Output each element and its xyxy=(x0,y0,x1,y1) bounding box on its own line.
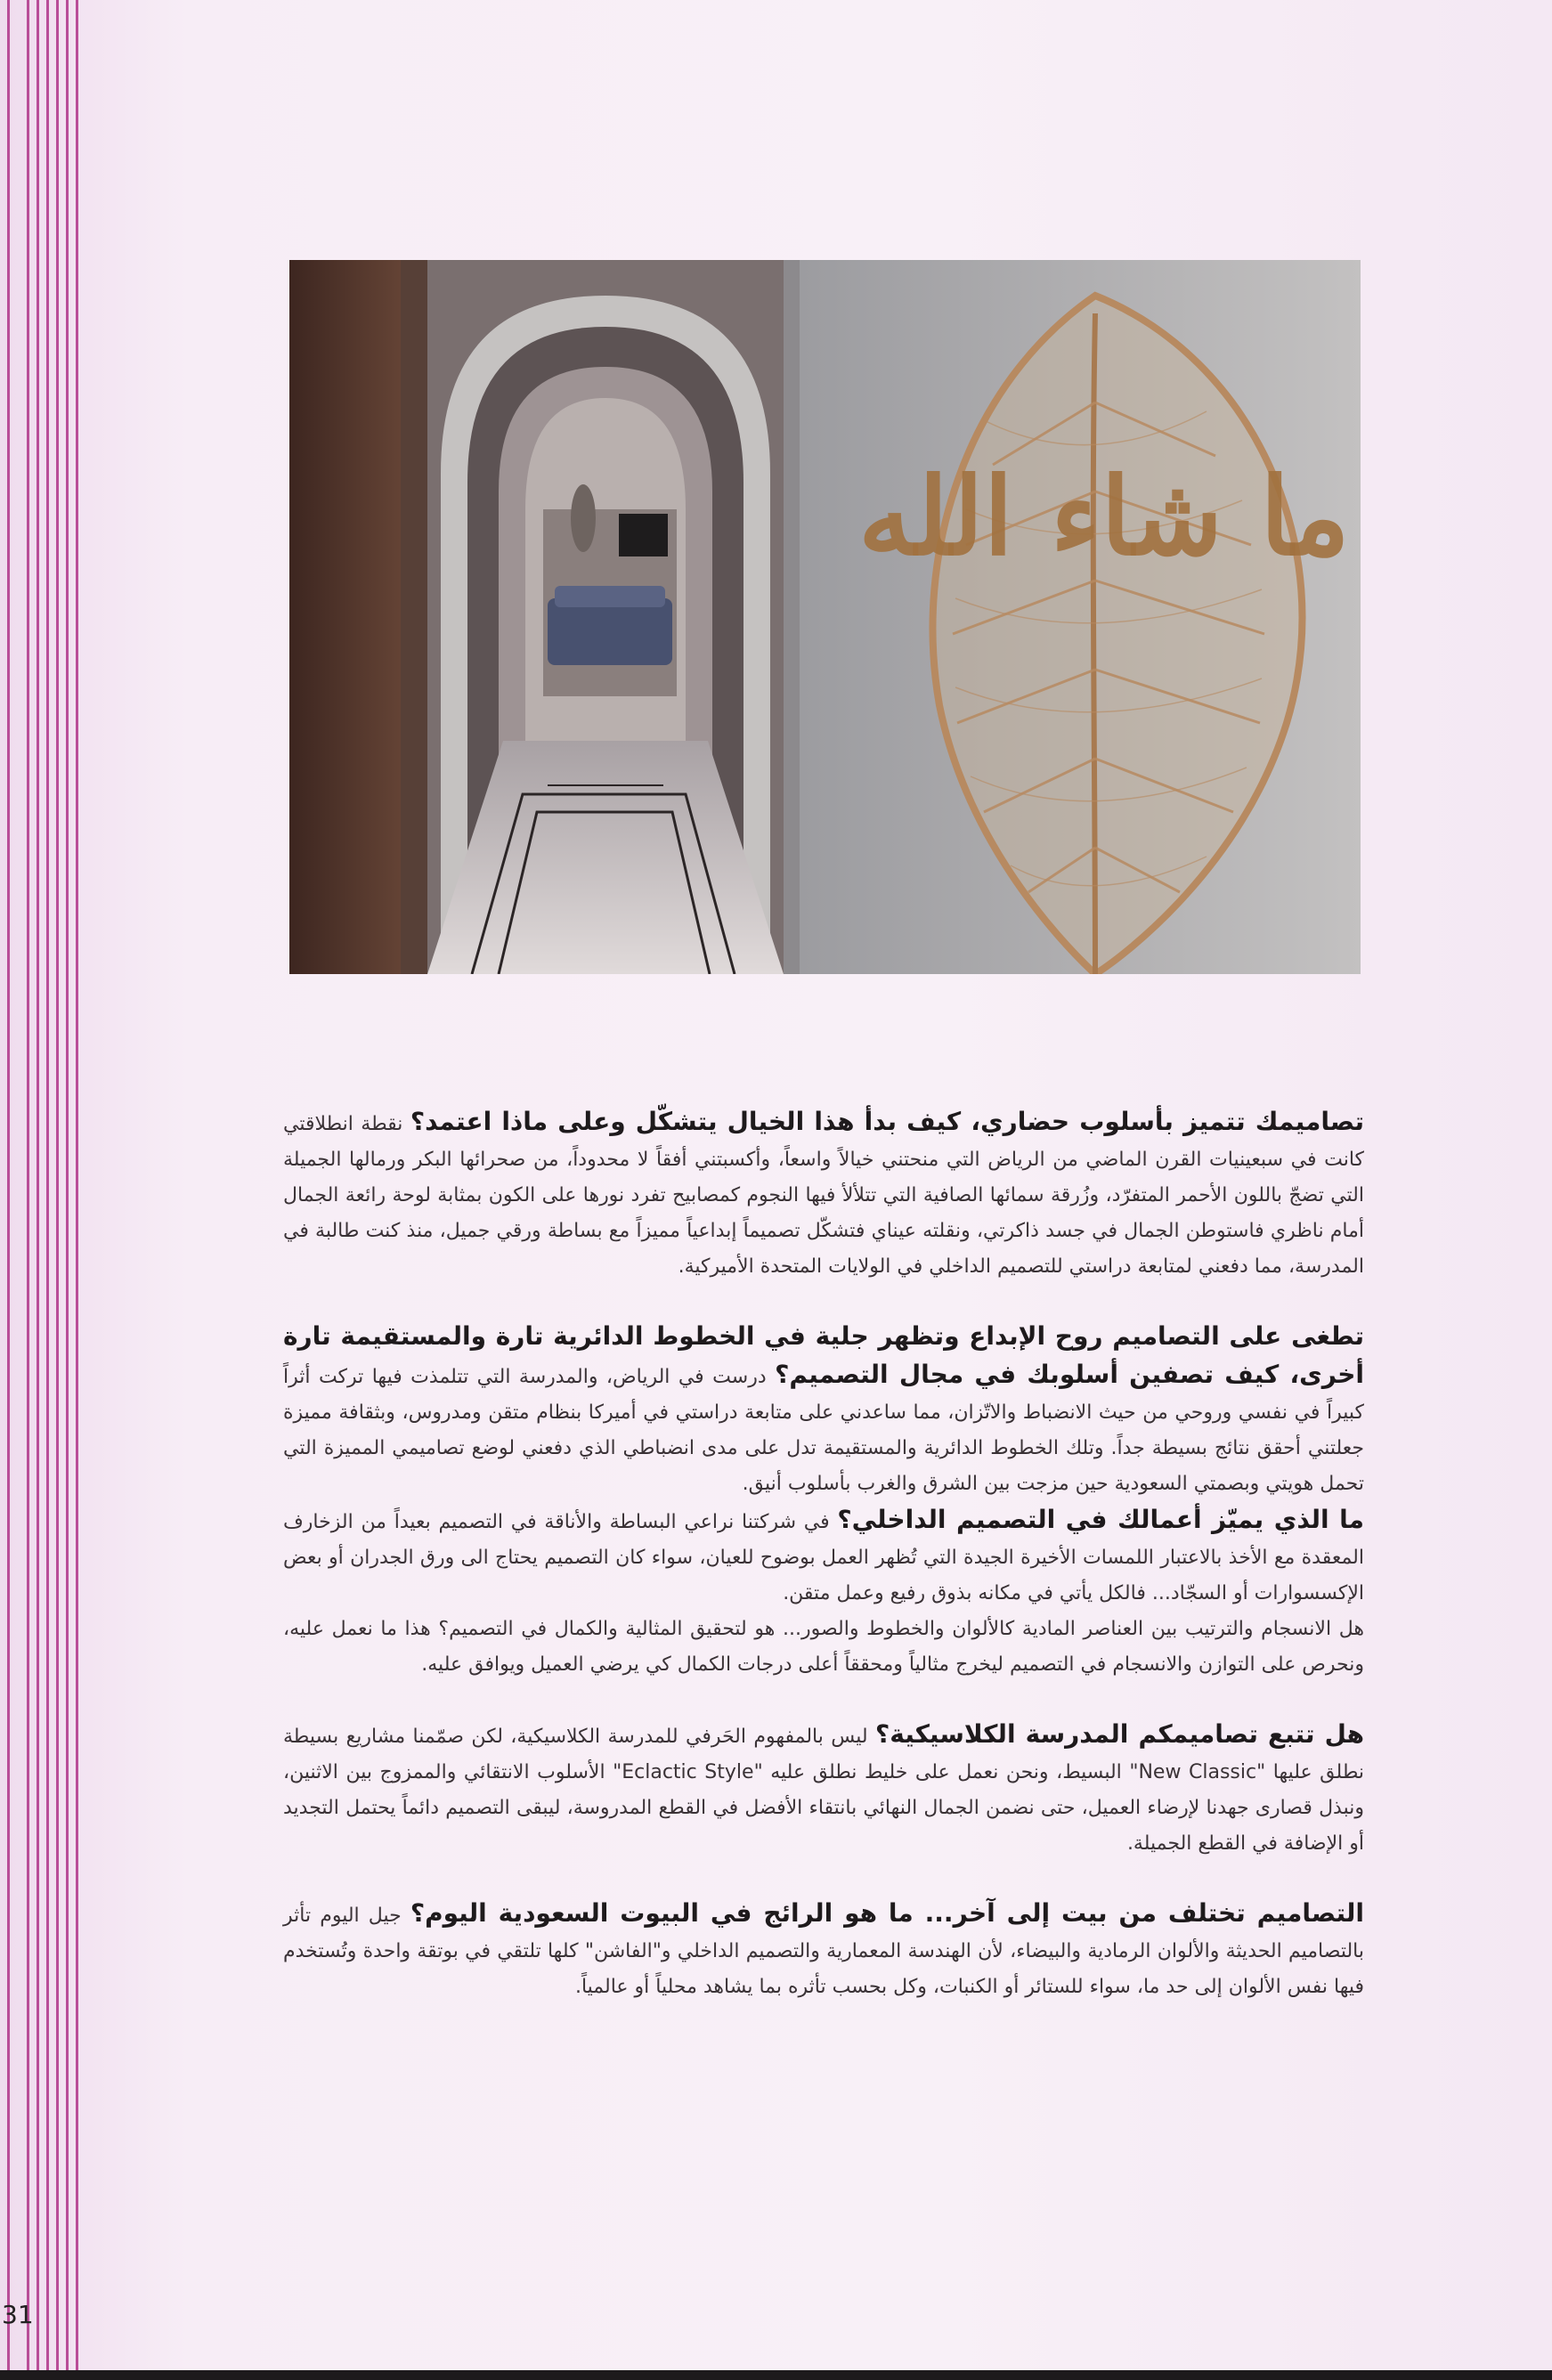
paragraph-2 xyxy=(283,1319,1364,1502)
stripe xyxy=(27,0,29,2380)
stripe xyxy=(56,0,59,2380)
stripe xyxy=(66,0,69,2380)
paragraph-4 xyxy=(283,1717,1364,1862)
page-number: 31 xyxy=(2,2300,34,2329)
stripe xyxy=(37,0,39,2380)
question-1: تصاميمك تتميز بأسلوب حضاري، كيف بدأ هذا الخيال يتشكّل وعلى ماذا اعتمد؟ xyxy=(410,1107,1364,1136)
paragraph-3 xyxy=(283,1502,1364,1612)
article-body xyxy=(283,1104,1364,2005)
bottom-rule xyxy=(0,2370,1552,2380)
decorative-stripes xyxy=(0,0,89,2380)
question-5: التصاميم تختلف من بيت إلى آخر... ما هو الرائج في البيوت السعودية اليوم؟ xyxy=(410,1898,1364,1928)
answer-5: جيل اليوم تأثر بالتصاميم الحديثة والألوان الرمادية والبيضاء، لأن الهندسة المعمارية والتصميم الداخلي و"الفاشن" كلها تلتقي في بوتقة واحدة وتُستخدم فيها نفس الألوان إلى حد ما، سواء للستائر أو الكنبات، وكل بحسب تأثره بما يشاهد محلياً أو عالمياً. xyxy=(283,1905,1364,1998)
calligraphy-text: ما شاء الله xyxy=(858,454,1350,580)
interior-photo xyxy=(289,260,1361,974)
answer-1: نقطة انطلاقتي كانت في سبعينيات القرن الماضي من الرياض التي منحتني خيالاً واسعاً، وأكسبتني أفقاً لا محدوداً، من صحرائها البكر ورمالها الجميلة التي تضجّ باللون الأحمر المتفرّد، وزُرقة سمائها الصافية التي تتلألأ فيها النجوم كمصابيح تفرد نورها على الكون بمثابة لوحة رائعة الجمال أمام ناظري فاستوطن الجمال في جسد ذاكرتي، ونقلته عيناي فتشكّل تصميماً إبداعياً مميزاً مع بساطة ورقي جميل، منذ كنت طالبة في المدرسة، مما دفعني لمتابعة دراستي للتصميم الداخلي في الولايات المتحدة الأميركية. xyxy=(283,1113,1364,1278)
stripe xyxy=(7,0,10,2380)
answer-3: في شركتنا نراعي البساطة والأناقة في التصميم بعيداً من الزخارف المعقدة مع الأخذ بالاعتبار اللمسات الأخيرة الجيدة التي تُظهر العمل بوضوح للعيان، سواء كان التصميم يحتاج الى ورق الجدران أو بعض الإكسسوارات أو السجّاد... فالكل يأتي في مكانه بذوق رفيع وعمل متقن. xyxy=(283,1511,1364,1604)
answer-4: ليس بالمفهوم الحَرفي للمدرسة الكلاسيكية، لكن صمّمنا مشاريع بسيطة نطلق عليها "New Classic" البسيط، ونحن نعمل على خليط نطلق عليه "Eclactic Style" الأسلوب الانتقائي والممزوج بين الاثنين، ونبذل قصارى جهدنا لإرضاء العميل، حتى نضمن الجمال النهائي بانتقاء الأفضل في القطع المدروسة، ليبقى التصميم دائماً يحتمل التجديد أو الإضافة في القطع الجميلة. xyxy=(283,1726,1364,1855)
question-2: تطغى على التصاميم روح الإبداع وتظهر جلية في الخطوط الدائرية تارة والمستقيمة تارة أخرى، كيف تصفين أسلوبك في مجال التصميم؟ xyxy=(283,1321,1365,1389)
question-3: ما الذي يميّز أعمالك في التصميم الداخلي؟ xyxy=(837,1505,1364,1534)
stripe xyxy=(46,0,49,2380)
answer-2: درست في الرياض، والمدرسة التي تتلمذت فيها تركت أثراً كبيراً في نفسي وروحي من حيث الانضباط والاتّزان، مما ساعدني على متابعة دراستي في أميركا بنظام متقن ومدروس، وبثقافة مميزة جعلتني أحقق نتائج بسيطة جداً. وتلك الخطوط الدائرية والمستقيمة تدل على مدى انضباطي الذي دفعني لوضع تصاميمي المميزة التي تحمل هويتي وبصمتي السعودية حين مزجت بين الشرق والغرب بأسلوب أنيق. xyxy=(283,1366,1364,1495)
paragraph-5 xyxy=(283,1896,1364,2005)
stripe xyxy=(76,0,78,2380)
question-4: هل تتبع تصاميمكم المدرسة الكلاسيكية؟ xyxy=(874,1719,1364,1749)
paragraph-3b xyxy=(283,1612,1364,1683)
answer-3-extra: هل الانسجام والترتيب بين العناصر المادية كالألوان والخطوط والصور... هو لتحقيق المثالية والكمال في التصميم؟ هذا ما نعمل عليه، ونحرص على التوازن والانسجام في التصميم ليخرج مثالياً ومحققاً أعلى درجات الكمال كي يرضي العميل ويوافق عليه. xyxy=(283,1618,1364,1676)
paragraph-1 xyxy=(283,1104,1364,1285)
interior-illustration xyxy=(289,260,1361,974)
